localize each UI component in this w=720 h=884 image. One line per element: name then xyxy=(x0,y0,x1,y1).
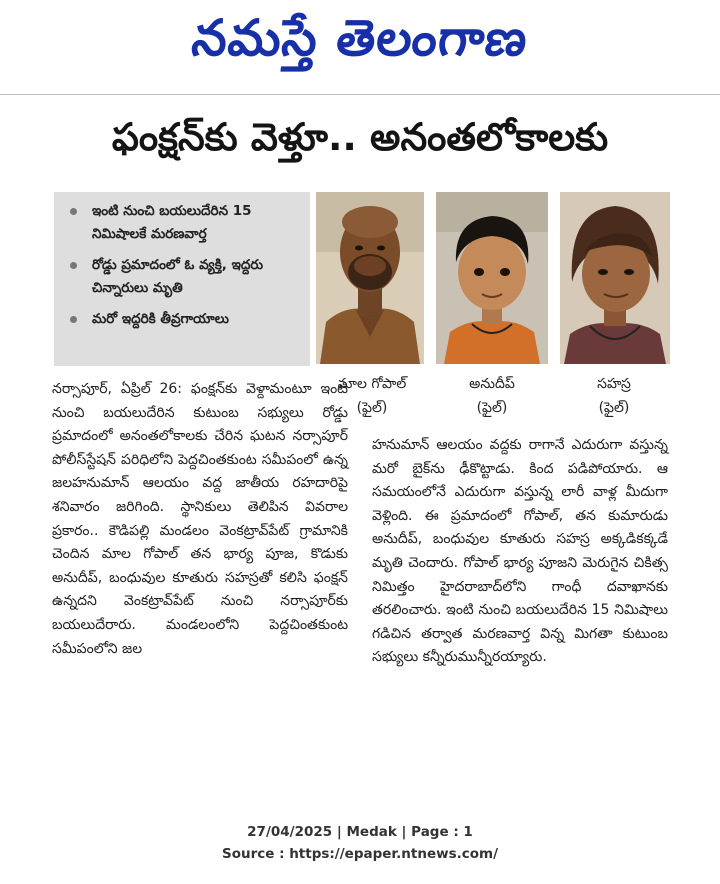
bullet-icon xyxy=(70,316,77,323)
highlight-item: మరో ఇద్దరికి తీవ్రగాయాలు xyxy=(54,308,310,331)
article-column-2: హనుమాన్ ఆలయం వద్దకు రాగానే ఎదురుగా వస్తున్న మరో బైక్‌ను ఢీకొట్టాడు. కింద పడిపోయారు. ఆ సమయంలోనే ఎదురుగా వస్తున్న లారీ వాళ్ల మీదుగా వెళ్లింది. ఈ ప్రమాదంలో గోపాల్, తన కుమారుడు అనుదీప్, బంధువుల కూతురు సహస్ర అక్కడికక్కడే మృతి చెందారు. గోపాల్ భార్య పూజని మెరుగైన చికిత్స నిమిత్తం హైదరాబాద్‌లోని గాంధీ దవాఖానకు తరలించారు. ఇంటి నుంచి బయలుదేరిన 15 నిమిషాలు గడిచిన తర్వాత మరణవార్త విన్న మిగతా కుటుంబ సభ్యులు కన్నీరుమున్నీరయ్యారు. xyxy=(372,437,668,666)
caption-anudeep: అనుదీప్ (ఫైల్) xyxy=(469,376,515,416)
headline: ఫంక్షన్‌కు వెళ్తూ.. అనంతలోకాలకు xyxy=(111,115,609,159)
divider-top xyxy=(0,94,720,95)
article-column-1: నర్సాపూర్, ఏప్రిల్ 26: ఫంక్షన్‌కు వెళ్దామంటూ ఇంటి నుంచి బయలుదేరిన కుటుంబ సభ్యులు రోడ్డు ప్రమాదంలో అనంతలోకాలకు చేరిన ఘటన నర్సాపూర్ పోలీస్‌స్టేషన్ పరిధిలోని పెద్దచింతకుంట సమీపంలో ఉన్న జలహనుమాన్ ఆలయం వద్ద జాతీయ రహదారిపై శనివారం జరిగింది. స్థానికులు తెలిపిన వివరాల ప్రకారం.. కౌడిపల్లి మండలం వెంకట్రావ్‌పేట్ గ్రామానికి చెందిన మాల గోపాల్ తన భార్య పూజ, కొడుకు అనుదీప్, బంధువుల కూతురు సహస్రతో కలిసి ఫంక్షన్ ఉన్నదని వెంకట్రావ్‌పేట్ నుంచి నర్సాపూర్‌కు బయలుదేరారు. మండలంలోని పెద్దచింతకుంట సమీపంలోని జల xyxy=(52,381,348,657)
caption-sahasra: సహస్ర (ఫైల్) xyxy=(597,376,631,416)
caption-gopal: మాల గోపాల్ (ఫైల్) xyxy=(337,376,407,416)
footer-date-line: 27/04/2025 | Medak | Page : 1 xyxy=(247,824,473,840)
masthead-logo: నమస్తే తెలంగాణ xyxy=(189,8,531,67)
highlight-item: రోడ్డు ప్రమాదంలో ఓ వ్యక్తి, ఇద్దరు చిన్నారులు మృతి xyxy=(54,254,310,300)
highlight-item: ఇంటి నుంచి బయలుదేరిన 15 నిమిషాలకే మరణవార్త xyxy=(54,200,310,246)
photo-gopal xyxy=(316,192,424,364)
bullet-icon xyxy=(70,262,77,269)
highlights-box xyxy=(54,192,310,366)
bullet-icon xyxy=(70,208,77,215)
photo-sahasra xyxy=(560,192,670,364)
footer-source-line: Source : https://epaper.ntnews.com/ xyxy=(221,846,499,862)
photo-anudeep xyxy=(436,192,548,364)
